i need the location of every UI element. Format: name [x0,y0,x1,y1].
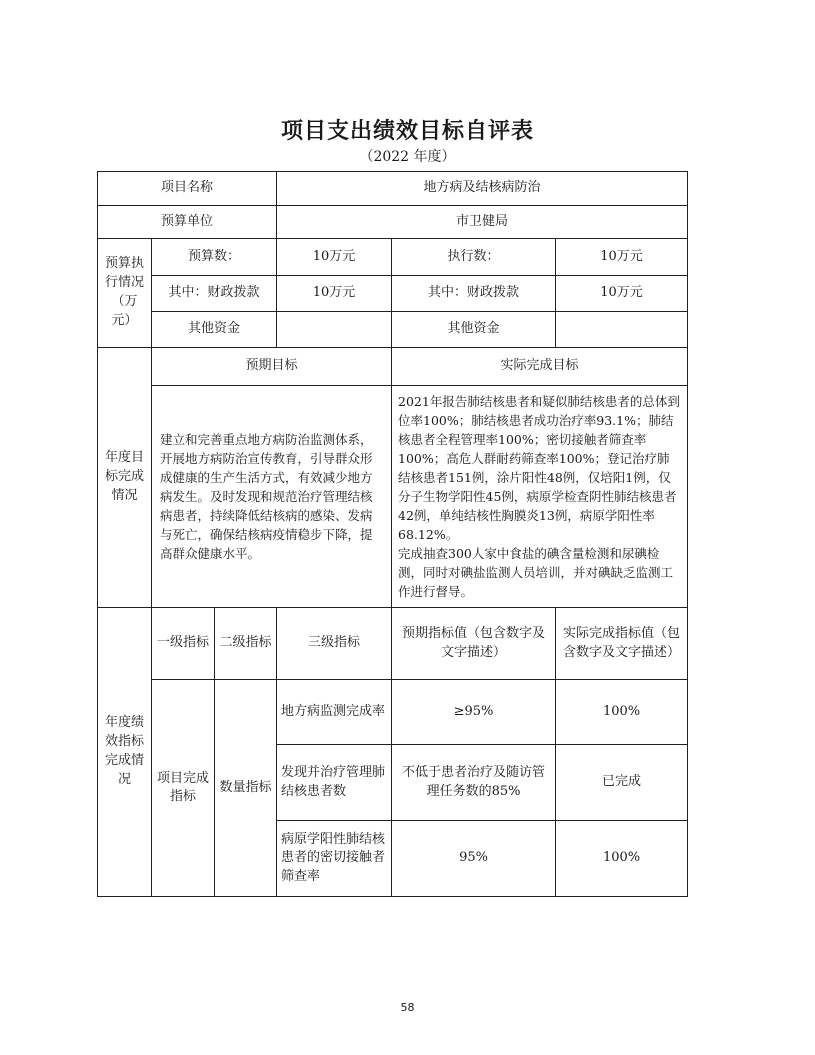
project-name-row [98,172,688,206]
expected-goal-header: 预期目标 [152,348,392,386]
indicator-name: 发现并治疗管理肺结核患者数 [277,745,392,821]
budget-row [98,239,688,276]
page-number: 58 [400,1001,415,1014]
indicator-header-row [98,608,688,680]
fiscal-budget-value: 10万元 [277,276,392,312]
other-exec-label: 其他资金 [392,312,556,348]
exec-amount-label: 执行数： [392,239,556,276]
other-exec-value [556,312,688,348]
level1-header: 一级指标 [152,608,215,680]
budget-unit-value: 市卫健局 [277,206,688,239]
annual-goal-section-label: 年度目标完成情况 [98,348,152,608]
indicator-actual: 已完成 [556,745,688,821]
annual-goal-header-row [98,348,688,386]
performance-table [97,171,688,897]
other-budget-label: 其他资金 [152,312,277,348]
indicator-name: 病原学阳性肺结核患者的密切接触者筛查率 [277,821,392,897]
table-row [98,680,688,745]
indicator-section-label: 年度绩效指标完成情况 [98,608,152,897]
annual-goal-content-row [98,386,688,608]
fiscal-exec-label: 其中：财政拨款 [392,276,556,312]
exec-amount-value: 10万元 [556,239,688,276]
expected-value-header: 预期指标值（包含数字及文字描述） [392,608,556,680]
level2-header: 二级指标 [215,608,277,680]
project-name-value: 地方病及结核病防治 [277,172,688,206]
budget-amount-label: 预算数： [152,239,277,276]
indicator-expected: 95% [392,821,556,897]
budget-unit-label: 预算单位 [98,206,277,239]
indicator-actual: 100% [556,821,688,897]
budget-section-label: 预算执行情况（万元） [98,239,152,348]
fiscal-budget-label: 其中：财政拨款 [152,276,277,312]
actual-goal-text-1: 2021年报告肺结核患者和疑似肺结核患者的总体到位率100%；肺结核患者成功治疗率93.1%；肺结核患者全程管理率100%；密切接触者筛查率100%；高危人群耐药筛查率100%；登记治疗肺结核患者151例，涂片阳性48例，仅培阳1例，仅分子生物学阳性45例，病原学检查阴性肺结核患者42例，单纯结核性胸膜炎13例，病原学阳性率68.12%。 [398,394,680,542]
level3-header: 三级指标 [277,608,392,680]
project-name-label: 项目名称 [98,172,277,206]
actual-value-header: 实际完成指标值（包含数字及文字描述） [556,608,688,680]
budget-amount-value: 10万元 [277,239,392,276]
fiscal-exec-value: 10万元 [556,276,688,312]
indicator-expected: 不低于患者治疗及随访管理任务数的85% [392,745,556,821]
expected-goal-text: 建立和完善重点地方病防治监测体系，开展地方病防治宣传教育，引导群众形成健康的生产生活方式，有效减少地方病发生。及时发现和规范治疗管理结核病患者，持续降低结核病的感染、发病与死亡，确保结核病疫情稳步下降，提高群众健康水平。 [152,386,392,608]
actual-goal-text-2: 完成抽查300人家中食盐的碘含量检测和尿碘检测，同时对碘盐监测人员培训，并对碘缺乏监测工作进行督导。 [398,546,674,599]
indicator-actual: 100% [556,680,688,745]
other-budget-value [277,312,392,348]
budget-unit-row [98,206,688,239]
page-subtitle: （2022 年度） [359,149,456,165]
fiscal-row [98,276,688,312]
actual-goal-header: 实际完成目标 [392,348,688,386]
level2-value: 数量指标 [215,680,277,897]
other-funds-row [98,312,688,348]
indicator-name: 地方病监测完成率 [277,680,392,745]
page-title: 项目支出绩效目标自评表 [280,119,534,144]
level1-value: 项目完成指标 [152,680,215,897]
indicator-expected: ≥95% [392,680,556,745]
